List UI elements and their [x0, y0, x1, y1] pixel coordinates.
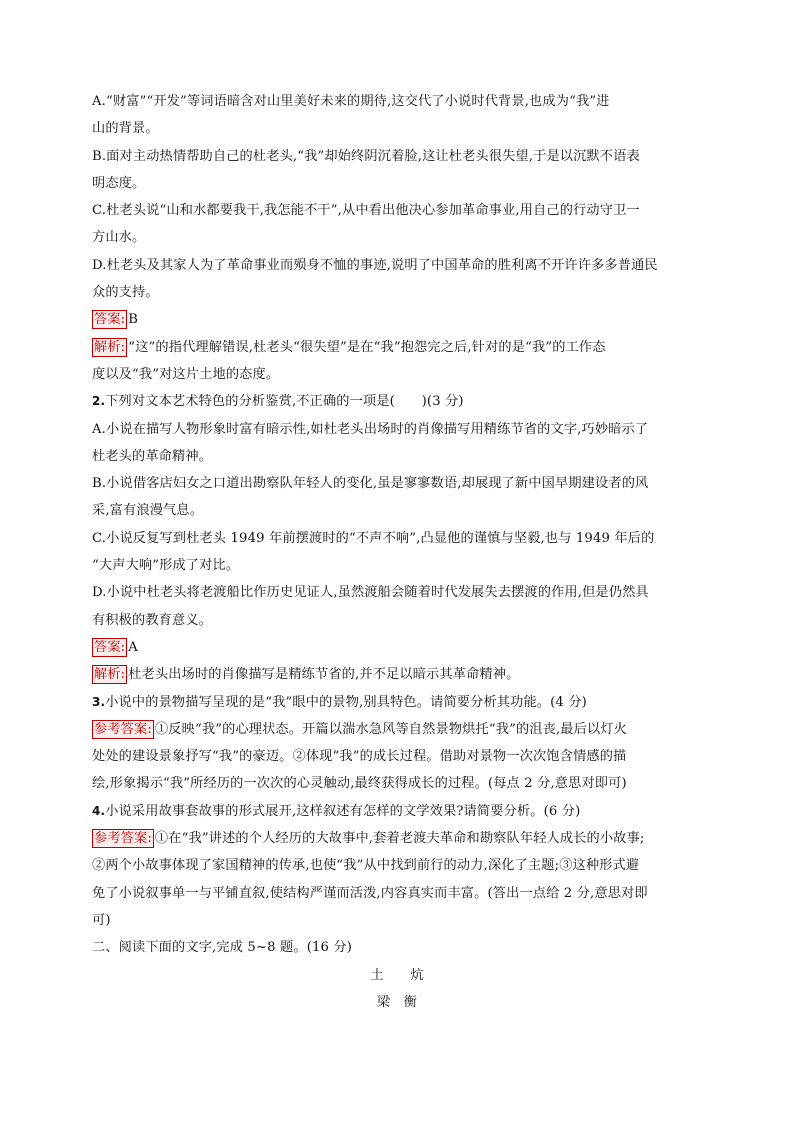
reference-answer-tag: 参考答案: [94, 831, 152, 847]
question-number: 2. [92, 394, 106, 409]
article-title: 土 炕 [370, 967, 424, 983]
q2-option-d-line2: 有积极的教育意义。 [92, 612, 213, 628]
q2-analysis [92, 661, 702, 688]
question-2 [92, 388, 702, 415]
option-a-line2: 山的背景。 [92, 121, 159, 137]
q2-option-a-line1: A.小说在描写人物形象时富有暗示性,如杜老头出场时的肖像描写用精练节省的文字,巧妙暗示了 [92, 421, 649, 437]
q4-answer-line3: 免了小说叙事单一与平铺直叙,使结构严谨而活泼,内容真实而丰富。(答出一点给 2 分,意思对即 [92, 885, 648, 901]
analysis-text: 杜老头出场时的肖像描写是精练节省的,并不足以暗示其革命精神。 [128, 667, 520, 683]
option-d-line2: 众的支持。 [92, 285, 159, 301]
option-a-line1: A.“财富”“开发”等词语暗含对山里美好未来的期待,这交代了小说时代背景,也成为“我”进 [92, 94, 610, 109]
q2-option-c-line1: C.小说反复写到杜老头 1949 年前摆渡时的“不声不响”,凸显他的谨慎与坚毅,也与 1949 年后的 [92, 530, 655, 546]
option-b-line1: B.面对主动热情帮助自己的杜老头,“我”却始终阴沉着脸,这让杜老头很失望,于是以沉默不语表 [92, 148, 640, 164]
question-number: 4. [92, 803, 106, 818]
q2-option-b-line1: B.小说借客店妇女之口道出勘察队年轻人的变化,虽是寥寥数语,却展现了新中国早期建设者的风 [92, 476, 649, 492]
question-stem: 下列对文本艺术特色的分析鉴赏,不正确的一项是( )(3 分) [105, 394, 464, 410]
answer-text: ①在“我”讲述的个人经历的大故事中,套着老渡夫革命和勘察队年轻人成长的小故事; [154, 831, 645, 847]
answer-value: A [128, 639, 138, 655]
q2-answer [92, 634, 702, 661]
q1-analysis-line2: 度以及“我”对这片土地的态度。 [92, 366, 280, 382]
answer-value: B [128, 312, 139, 328]
document-page [92, 88, 702, 1016]
reference-answer-tag: 参考答案: [94, 721, 152, 737]
q2-option-c-line2: “大声大响”形成了对比。 [92, 558, 240, 574]
q2-option-b-line2: 采,富有浪漫气息。 [92, 503, 204, 519]
answer-tag: 答案: [94, 312, 126, 328]
section-heading: 二、阅读下面的文字,完成 5~8 题。(16 分) [92, 940, 353, 956]
q4-answer-line4: 可) [92, 912, 111, 928]
option-c-line2: 方山水。 [92, 230, 146, 246]
analysis-text: “这”的指代理解错误,杜老头“很失望”是在“我”抱怨完之后,针对的是“我”的工作态 [128, 339, 606, 355]
q2-option-a-line2: 杜老头的革命精神。 [92, 448, 213, 464]
q1-answer [92, 306, 702, 333]
article-author: 梁 衡 [376, 994, 417, 1010]
analysis-tag: 解析: [94, 667, 126, 683]
question-4 [92, 798, 702, 825]
option-c-line1: C.杜老头说“山和水都要我干,我怎能不干”,从中看出他决心参加革命事业,用自己的行动守卫一 [92, 203, 640, 219]
question-number: 3. [92, 694, 106, 709]
option-d-line1: D.杜老头及其家人为了革命事业而殒身不恤的事迹,说明了中国革命的胜利离不开许许多多普通民 [92, 257, 658, 273]
q4-answer-line2: ②两个小故事体现了家国精神的传承,也使“我”从中找到前行的动力,深化了主题;③这种形式避 [92, 858, 640, 874]
q3-answer-line1 [92, 716, 702, 743]
q4-answer-line1 [92, 825, 702, 852]
answer-tag: 答案: [94, 639, 126, 655]
q2-option-d-line1: D.小说中杜老头将老渡船比作历史见证人,虽然渡船会随着时代发展失去摆渡的作用,但是仍然具 [92, 585, 649, 601]
q3-answer-line3: 绘,形象揭示“我”所经历的一次次的心灵触动,最终获得成长的过程。(每点 2 分,意思对即可) [92, 776, 627, 792]
analysis-tag: 解析: [94, 339, 126, 355]
q3-answer-line2: 处处的建设景象抒写“我”的豪迈。②体现“我”的成长过程。借助对景物一次次饱含情感的描 [92, 749, 627, 765]
option-b-line2: 明态度。 [92, 175, 146, 191]
question-3 [92, 689, 702, 716]
question-stem: 小说采用故事套故事的形式展开,这样叙述有怎样的文学效果?请简要分析。(6 分) [105, 803, 581, 819]
answer-text: ①反映“我”的心理状态。开篇以湍水急风等自然景物烘托“我”的沮丧,最后以灯火 [154, 721, 627, 737]
question-stem: 小说中的景物描写呈现的是“我”眼中的景物,别具特色。请简要分析其功能。(4 分) [105, 694, 587, 710]
q1-analysis-line1 [92, 334, 702, 361]
